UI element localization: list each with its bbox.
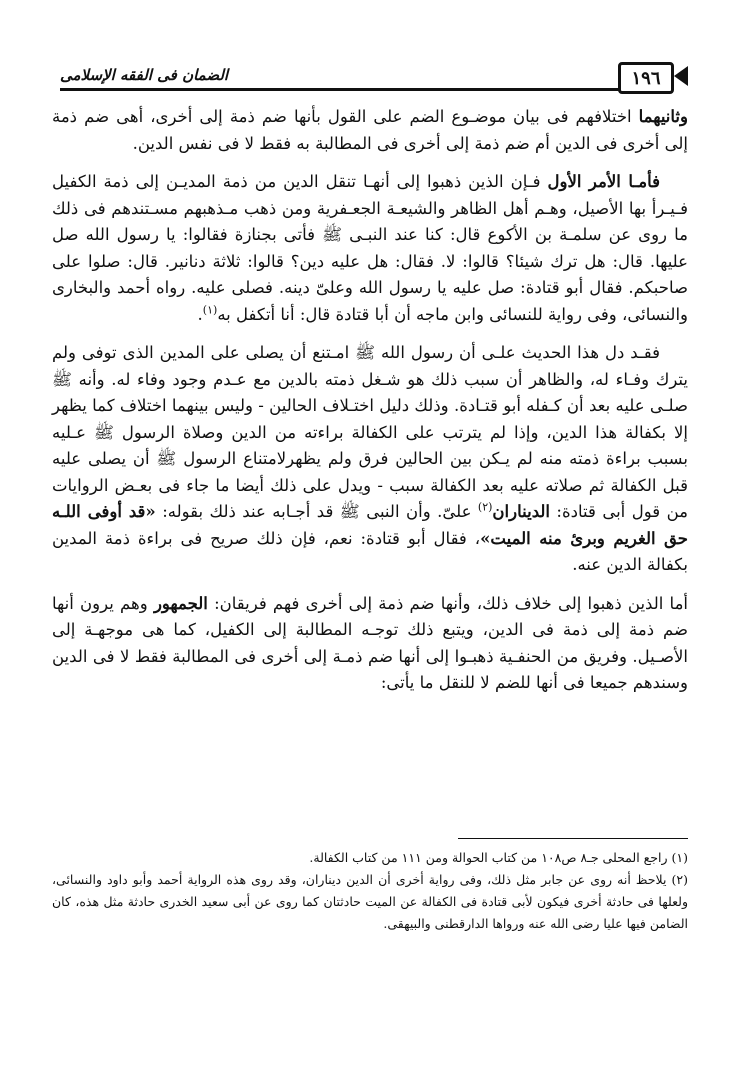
paragraph-4 — [52, 591, 688, 697]
footnote-ref-2[interactable]: (٢) — [477, 500, 493, 514]
paragraph-2-lead: فأمـا الأمر الأول — [547, 172, 660, 191]
running-title: الضمان فى الفقه الإسلامى — [60, 66, 229, 84]
footnotes — [52, 838, 688, 935]
paragraph-2-end: . — [197, 304, 203, 324]
header-rule — [60, 88, 624, 91]
page-number: ١٩٦ — [618, 62, 674, 94]
paragraph-1-lead: وثانيهما — [638, 107, 688, 126]
page-header — [60, 60, 688, 96]
footnote-rule — [458, 838, 688, 839]
paragraph-2 — [52, 169, 688, 328]
paragraph-4-text-a: أما الذين ذهبوا إلى خلاف ذلك، وأنها ضم ذمة إلى أخرى فهم فريقان: — [207, 593, 689, 613]
footnote-1: (١) راجع المحلى جـ٨ ص١٠٨ من كتاب الحوالة ومن ١١١ من كتاب الكفالة. — [309, 850, 688, 865]
footnote-2: (٢) يلاحظ أنه روى عن جابر مثل ذلك، وفى رواية أخرى أن الدين ديناران، وقد روى هذه الرواية أحمد وأبو داود والنسائى، ولعلها فى حادثة أخرى فيكون لأبى قتادة فى الكفالة عن الميت حادثتان كما روى عن أبى سعيد الخدرى حادثة مثل هذه، كان الضامن فيها عليا رضى الله عنه ورواها الدارقطنى والبيهقى. — [52, 872, 688, 931]
paragraph-3-text-b: علىّ. وأن النبى ﷺ قد أجـابه عند ذلك بقوله: — [155, 502, 478, 521]
paragraph-4-lead: الجمهور — [153, 593, 208, 613]
paragraph-3-text-c: ، فقال أبو قتادة: نعم، فإن ذلك صريح فى براءة ذمة المدين بكفالة الدين عنه. — [52, 528, 688, 574]
body-text — [52, 104, 688, 709]
paragraph-1 — [52, 104, 688, 157]
paragraph-3-text-a: فقـد دل هذا الحديث علـى أن رسول الله ﷺ امـتنع أن يصلى على المدين الذى توفى ولم يترك وفـاء له، والظاهر أن سبب ذلك هو شـغل ذمته بالدين مع عـدم وجود وفاء له. وأنه ﷺ صلـى عليه بعد أن كـفله أبو قتـادة. وذلك دليل اختـلاف الحالين - وليس بينهما اختلاف كما يظهر إلا بكفالة هذا الدين، وإذا لم يترتب على الكفالة براءته من الدين وصلاة الرسول ﷺ عـليه بسبب براءة ذمته منه لم يـكن بين الحالين فرق ولم يظهرلامتناع الرسول ﷺ أن يصلى عليه قبل الكفالة ثم صلاته عليه بعد الكفالة سبب - ويدل على ذلك أيضا ما جاء فى بعـض الروايات من قول أبى قتادة: — [52, 343, 689, 521]
footnote-ref-1[interactable]: (١) — [202, 303, 218, 316]
paragraph-3-quote-a: الديناران — [492, 502, 550, 521]
paragraph-2-text: فـإن الذين ذهبوا إلى أنهـا تنقل الدين من ذمة المديـن إلى ذمة الكفيل فـيـرأ بها الأصيل، وهـم أهل الظاهر والشيعـة الجعـفرية ومن ذهب مـذهبهم مسـتندهم فى ذلك ما روى عن سلمـة بن الأكوع قال: كنا عند النبـى ﷺ فأتى بجنازة فقالوا: يا رسول الله صل عليها. قال: هل ترك شيئا؟ قالوا: لا. فقال: هل عليه دين؟ قالوا: ثلاثة دنانير. قال: صلوا على صاحبكم. فقال أبو قتادة: صل عليه يا رسول الله وعلىّ دينه. فصلى عليه. رواه أحمد والبخارى والنسائى، وفى رواية للنسائى وابن ماجه أن أبا قتادة قال: أنا أتكفل به — [52, 172, 688, 324]
paragraph-3 — [52, 340, 688, 579]
paragraph-1-text: اختلافهم فى بيان موضـوع الضم على القول بأنها ضم ذمة إلى أخرى، أهى ضم ذمة إلى أخرى فى الدين أم ضم ذمة إلى أخرى فى المطالبة به فقط لا فى نفس الدين. — [52, 107, 688, 153]
paragraph-4-text-b: وهم يرون أنها ضم ذمة إلى ذمة فى الدين، ويتبع ذلك توجـه المطالبة إلى الكفيل، كما هى موجهـة إلى الأصـيل. وفريق من الحنفـية ذهبـوا إلى أنها ضم ذمـة إلى أخرى فى المطالبة فقط لا فى الدين وسندهم جميعا فى أنها للضم لا للنقل ما يأتى: — [52, 593, 688, 692]
paragraph-3-quote-b: «قد أوفى اللـه حق الغريم وبرئ منه الميت» — [52, 502, 689, 548]
page-number-arrow-icon — [674, 66, 688, 86]
